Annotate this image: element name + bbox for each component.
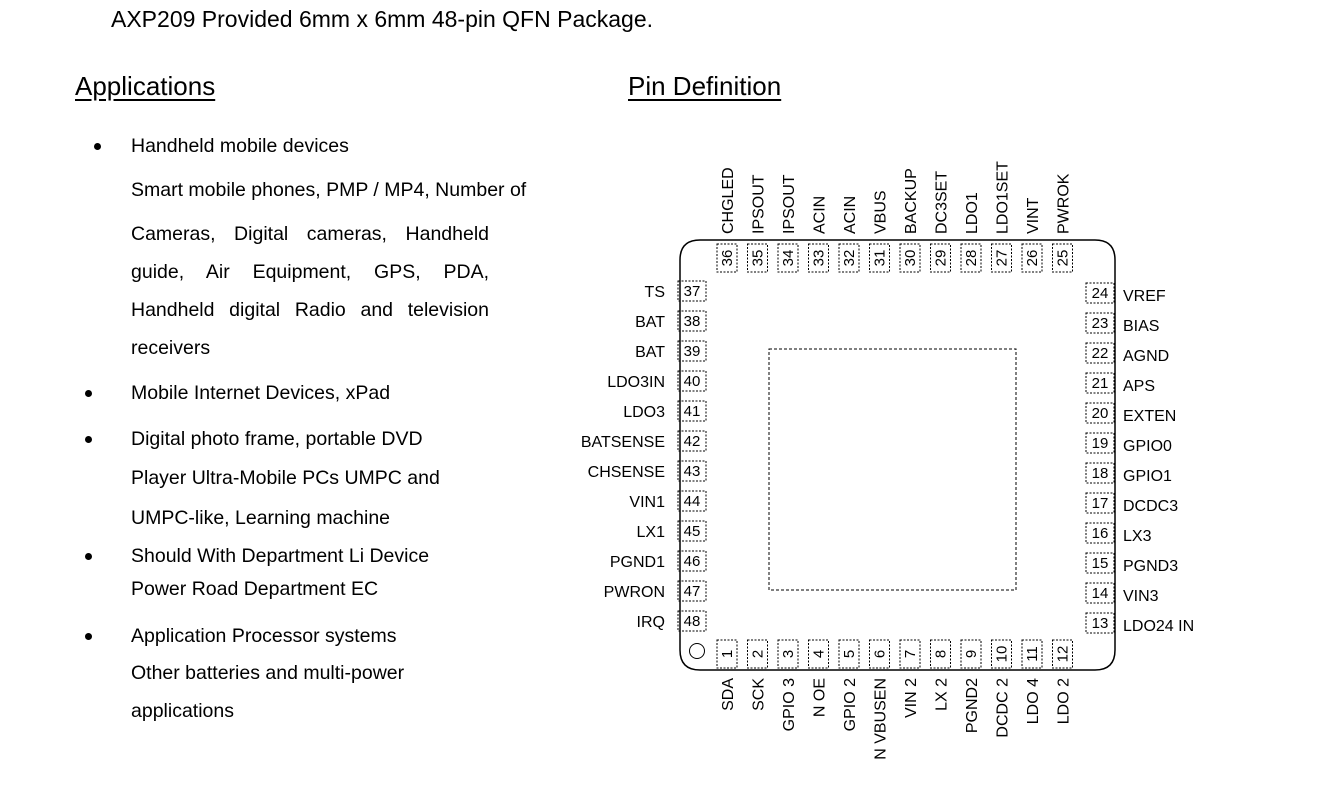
application-line: Handheld mobile devices [131,135,349,157]
pin-label: LDO 4 [1025,678,1042,725]
intro-text: AXP209 Provided 6mm x 6mm 48-pin QFN Package. [111,6,654,32]
pin-label: IPSOUT [750,174,768,234]
pin-label: APS [1123,378,1156,395]
pin-label: PGND3 [1123,558,1179,575]
pin-label: LX 2 [933,678,951,711]
pin-label: PGND1 [609,554,665,571]
pin-number: 25 [1054,249,1072,267]
application-line: Should With Department Li Device [131,545,430,567]
pin-number: 18 [1091,465,1109,482]
pin-number: 22 [1091,345,1109,362]
application-line: applications [131,700,234,722]
pin-number: 7 [902,649,919,659]
pin-number: 17 [1091,495,1109,512]
pin-label: AGND [1123,348,1170,365]
pin-label: PWROK [1055,173,1073,234]
pin-label: LDO3 [623,404,665,421]
pin-label: DCDC3 [1123,498,1179,515]
pin-label: PWRON [603,584,665,601]
pin-number: 35 [749,249,767,267]
pin-number: 41 [683,403,701,420]
pin-label: GPIO0 [1123,438,1172,455]
pin-label: BACKUP [903,168,920,234]
pin-label: SDA [720,678,737,711]
application-line: guide, Air Equipment, GPS, PDA, [131,261,489,283]
pin-number: 47 [683,583,701,600]
applications-heading: Applications [75,71,216,101]
application-line: Other batteries and multi-power [131,662,405,684]
pin-label: ACIN [842,195,859,234]
application-line: Mobile Internet Devices, xPad [131,382,391,404]
pin-number: 48 [683,613,701,630]
pin-label: VIN1 [629,494,665,511]
application-line: receivers [131,337,211,359]
pin-number: 26 [1024,249,1041,267]
application-line: Cameras, Digital cameras, Handheld [131,223,489,245]
pin-number: 43 [683,463,701,480]
pin-number: 40 [683,373,701,390]
pin-number: 33 [810,249,828,267]
pin-number: 10 [993,645,1011,663]
pin-number: 8 [932,649,950,659]
pin-number: 27 [993,249,1011,267]
pin-number: 3 [780,649,797,659]
pin-label: BAT [635,344,665,361]
pin-number: 6 [871,649,889,659]
pin-label: GPIO 2 [842,678,859,732]
pin-number: 9 [963,649,980,659]
pin-label: ACIN [811,195,829,234]
pin-number: 1 [719,649,736,659]
pin-label: BATSENSE [580,434,665,451]
pin-label: N VBUSEN [872,678,890,760]
pin-number: 45 [683,523,701,540]
pin-number: 15 [1091,555,1109,572]
pin-label: DCDC 2 [994,678,1012,738]
pin-number: 28 [963,249,980,267]
pin-number: 46 [683,553,701,570]
pin-label: GPIO1 [1123,468,1172,485]
pin-number: 42 [683,433,701,450]
pin-number: 32 [841,249,858,267]
pin-number: 11 [1024,646,1041,662]
pin-label: N OE [811,678,829,718]
pin-number: 24 [1091,285,1109,302]
pin-label: BIAS [1123,318,1160,335]
pin-number: 34 [780,249,797,267]
pin-number: 44 [683,493,701,510]
pin-number: 31 [871,249,889,267]
exposed-pad [769,349,1016,590]
pin-number: 5 [841,649,858,659]
pin-label: DC3SET [933,170,951,234]
pin-number: 2 [749,649,767,659]
pin-label: CHSENSE [587,464,665,481]
pin-label: LDO1 [964,192,981,234]
pin-label: PGND2 [964,678,981,734]
pin-label: VINT [1025,197,1042,234]
application-line: Handheld digital Radio and television [131,299,489,321]
pin-label: IPSOUT [781,174,798,234]
pin-number: 39 [683,343,701,360]
pin-label: EXTEN [1123,408,1177,425]
package-outline [680,240,1115,670]
application-line: Digital photo frame, portable DVD [131,428,423,450]
pin-label: VREF [1123,288,1166,305]
pin-label: VIN 2 [903,678,920,719]
pin-number: 19 [1091,435,1109,452]
application-line: Power Road Department EC [131,578,379,600]
pin-number: 37 [683,283,701,300]
application-line: Player Ultra-Mobile PCs UMPC and [131,467,440,489]
pin-label: LDO1SET [994,161,1012,234]
pin-label: TS [644,284,665,301]
application-line: Smart mobile phones, PMP / MP4, Number of [131,179,527,201]
pin-definition-heading: Pin Definition [628,71,782,101]
pin-number: 30 [902,249,919,267]
pin-label: IRQ [636,614,665,631]
pin-number: 12 [1054,645,1072,663]
pin-number: 23 [1091,315,1109,332]
pin-number: 14 [1091,585,1109,602]
pin-number: 20 [1091,405,1109,422]
pin-label: LX3 [1123,528,1152,545]
pin1-marker [690,644,705,659]
pin-label: VIN3 [1123,588,1159,605]
pin-label: CHGLED [720,167,737,234]
pin-label: LDO3IN [607,374,665,391]
pin-label: LX1 [636,524,665,541]
application-line: UMPC-like, Learning machine [131,507,391,529]
application-line: Application Processor systems [131,625,397,647]
pin-label: GPIO 3 [781,678,798,732]
pin-number: 21 [1091,375,1109,392]
pin-number: 36 [719,249,736,267]
pin-label: SCK [750,678,768,711]
pin-number: 38 [683,313,701,330]
pin-label: BAT [635,314,665,331]
pin-label: VBUS [872,190,890,234]
pin-number: 16 [1091,525,1109,542]
pin-number: 4 [810,649,828,659]
pin-number: 13 [1091,615,1109,632]
pin-label: LDO 2 [1055,678,1073,725]
pin-number: 29 [932,249,950,267]
pin-label: LDO24 IN [1123,618,1195,635]
